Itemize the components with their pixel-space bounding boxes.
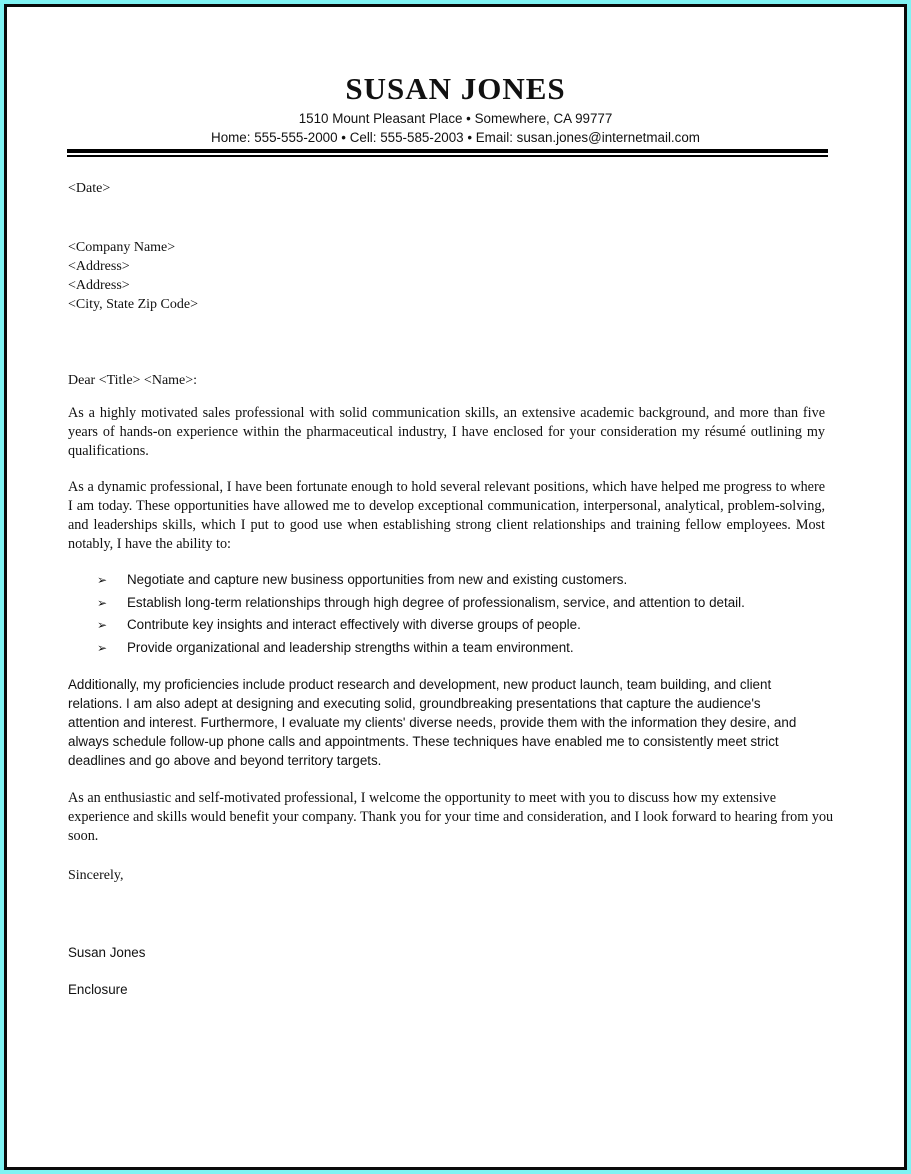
cover-letter: [7, 7, 904, 1167]
recipient-city-state-zip: <City, State Zip Code>: [68, 297, 198, 312]
list-item: [97, 592, 745, 615]
paragraph-proficiencies: Additionally, my proficiencies include product research and development, new product launch, team building, and client relations. I am also adept at designing and executing solid, groundbreaking presentations that capture the audience's attention and interest. Furthermore, I evaluate my clients' diverse needs, provide them with the information they desire, and always schedule follow-up phone calls and appointments. These techniques have enabled me to consistently meet strict deadlines and go above and beyond territory targets.: [68, 677, 797, 768]
date-placeholder: <Date>: [68, 181, 111, 196]
enclosure-note: Enclosure: [68, 982, 128, 997]
arrowhead-bullet-icon: ➢: [97, 618, 108, 632]
salutation: Dear <Title> <Name>:: [68, 373, 198, 388]
list-item: [97, 569, 745, 592]
contact-line: Home: 555-555-2000 • Cell: 555-585-2003 • Email: susan.jones@internetmail.com: [211, 130, 700, 145]
arrowhead-bullet-icon: ➢: [97, 573, 108, 587]
paragraph-experience: As a dynamic professional, I have been fortunate enough to hold several relevant positions, which have helped me progress to where I am today. These opportunities have allowed me to develop exceptional communication, interpersonal, analytical, problem-solving, and leaderships skills, which I put to good use when establishing strong client relationships and training fellow employees. Most notably, I have the ability to:: [68, 479, 825, 552]
applicant-name: SUSAN JONES: [345, 71, 566, 106]
paragraph-intro: As a highly motivated sales professional with solid communication skills, an extensive academic background, and more than five years of hands-on experience within the pharmaceutical industry, I have enclosed for your consideration my résumé outlining my qualifications.: [68, 405, 825, 459]
address-line: 1510 Mount Pleasant Place • Somewhere, CA 99777: [298, 111, 613, 126]
list-item-text: Establish long-term relationships through high degree of professionalism, service, and attention to detail.: [127, 594, 745, 610]
header-divider-thick: [67, 149, 828, 153]
recipient-address-2: <Address>: [68, 278, 130, 293]
list-item-text: Negotiate and capture new business opportunities from new and existing customers.: [127, 572, 628, 587]
abilities-list: [97, 569, 745, 659]
paragraph-closing: As an enthusiastic and self-motivated professional, I welcome the opportunity to meet with you to discuss how my extensive experience and skills would benefit your company. Thank you for your time and consideration, and I look forward to hearing from you soon.: [68, 790, 834, 844]
list-item-text: Provide organizational and leadership strengths within a team environment.: [127, 639, 574, 655]
recipient-company: <Company Name>: [68, 240, 176, 255]
list-item: [97, 637, 745, 660]
signature-name: Susan Jones: [68, 945, 146, 960]
closing-salutation: Sincerely,: [68, 868, 124, 883]
list-item-text: Contribute key insights and interact effectively with diverse groups of people.: [127, 617, 581, 632]
arrowhead-bullet-icon: ➢: [97, 595, 108, 610]
document-page: [4, 4, 907, 1170]
arrowhead-bullet-icon: ➢: [97, 640, 108, 655]
recipient-address-1: <Address>: [68, 259, 130, 274]
list-item: [97, 614, 745, 637]
header-divider-thin: [67, 155, 828, 157]
